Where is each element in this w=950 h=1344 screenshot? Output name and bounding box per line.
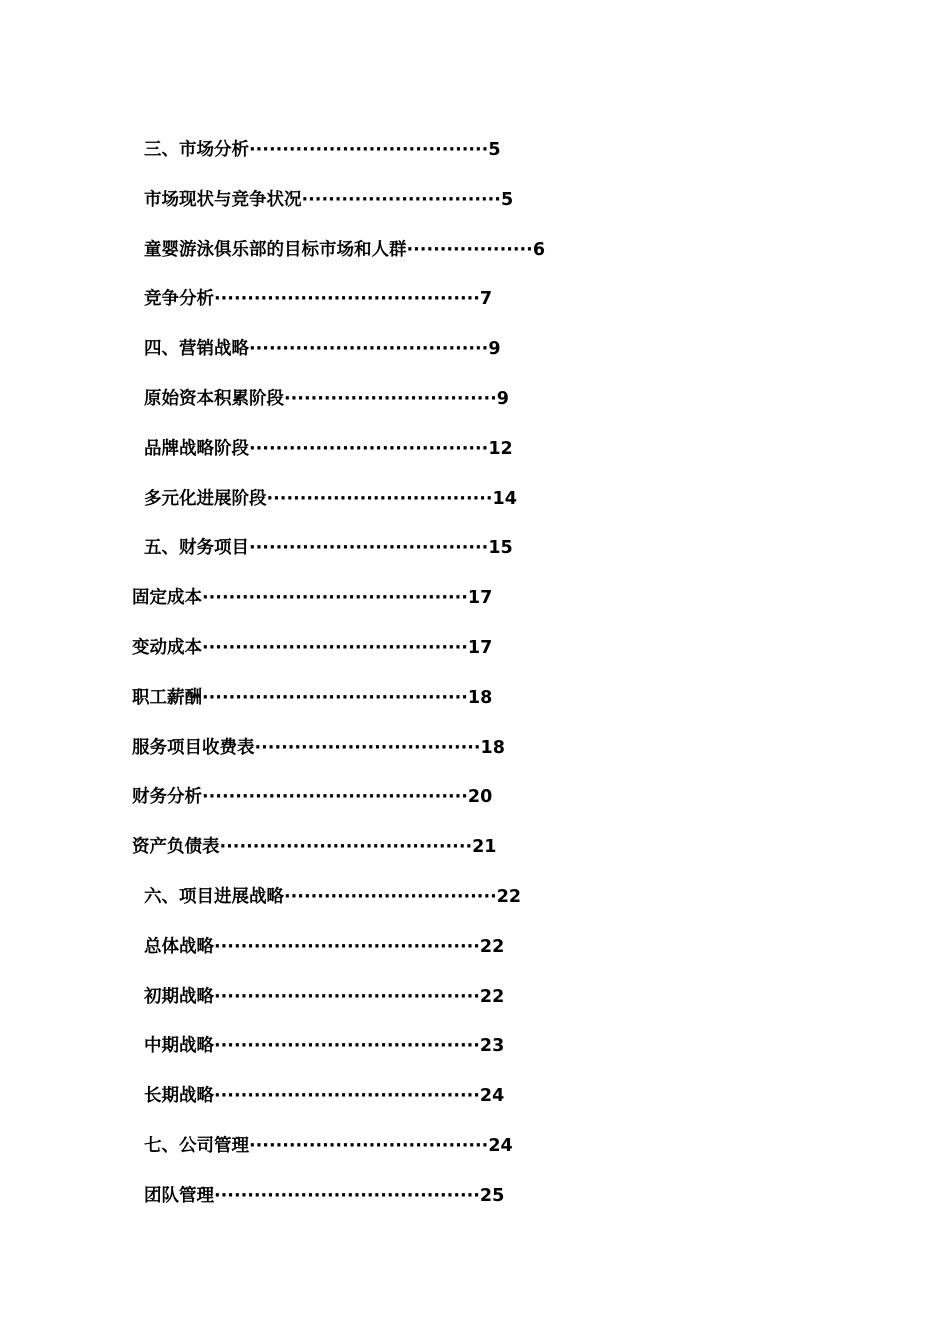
toc-entry-leader: ··················· [406, 239, 533, 260]
toc-entry[interactable] [144, 933, 504, 961]
toc-entry-leader: ···································· [249, 438, 489, 459]
toc-entry-title: 三、市场分析 [144, 140, 249, 160]
toc-entry[interactable] [144, 1132, 513, 1160]
toc-entry-leader: ········································ [214, 936, 480, 957]
toc-entry-page-number: 18 [467, 687, 493, 708]
toc-entry-title: 五、财务项目 [144, 538, 249, 559]
toc-entry-leader: ········································ [214, 1185, 480, 1206]
toc-entry-page-number: 24 [488, 1136, 513, 1156]
toc-entry-leader: ···································· [249, 1136, 489, 1156]
toc-entry-title: 童婴游泳俱乐部的目标市场和人群 [144, 239, 407, 260]
toc-entry-leader: ······································ [219, 837, 473, 858]
toc-entry-title: 市场现状与竞争状况 [144, 189, 302, 210]
toc-entry[interactable] [144, 883, 521, 911]
toc-entry[interactable] [144, 385, 509, 413]
toc-entry-leader: ···································· [249, 339, 489, 360]
toc-entry[interactable] [144, 236, 545, 264]
toc-entry-leader: ········································ [202, 638, 468, 658]
toc-entry-leader: ········································ [214, 1086, 480, 1107]
toc-entry-page-number: 18 [480, 737, 505, 758]
toc-entry-title: 六、项目进展战略 [144, 887, 284, 907]
toc-entry[interactable] [144, 1082, 504, 1110]
toc-entry-title: 团队管理 [144, 1185, 214, 1206]
toc-entry-page-number: 14 [492, 488, 517, 509]
toc-entry-title: 初期战略 [144, 986, 214, 1007]
toc-entry-leader: ······························ [301, 189, 501, 210]
toc-entry-title: 资产负债表 [132, 837, 220, 858]
toc-entry-title: 财务分析 [132, 787, 202, 808]
toc-entry[interactable] [132, 684, 492, 712]
toc-entry-leader: ································ [284, 887, 497, 907]
toc-entry[interactable] [132, 584, 492, 612]
toc-entry[interactable] [144, 136, 501, 164]
toc-entry[interactable] [144, 186, 513, 214]
toc-entry-leader: ·································· [254, 737, 481, 758]
toc-entry-page-number: 9 [496, 389, 509, 409]
toc-entry-title: 职工薪酬 [132, 687, 202, 708]
toc-entry[interactable] [144, 534, 513, 562]
toc-entry-title: 服务项目收费表 [132, 737, 255, 758]
toc-entry-title: 原始资本积累阶段 [144, 389, 284, 409]
toc-entry-page-number: 23 [479, 1036, 505, 1057]
toc-entry-leader: ········································ [202, 588, 468, 609]
toc-entry[interactable] [144, 335, 501, 363]
toc-entry-page-number: 22 [479, 986, 505, 1007]
toc-entry-page-number: 5 [488, 140, 501, 160]
toc-entry[interactable] [144, 285, 492, 313]
toc-entry-leader: ········································ [214, 1036, 480, 1057]
toc-entry-page-number: 20 [467, 787, 493, 808]
toc-entry[interactable] [132, 833, 496, 861]
toc-entry-title: 四、营销战略 [144, 339, 249, 360]
toc-entry-title: 多元化进展阶段 [144, 488, 267, 509]
toc-entry-leader: ········································ [214, 289, 480, 310]
toc-entry-page-number: 15 [488, 538, 513, 559]
toc-entry-page-number: 21 [472, 837, 497, 858]
toc-entry[interactable] [144, 1182, 504, 1210]
toc-entry-leader: ···································· [249, 140, 489, 160]
toc-entry-title: 竞争分析 [144, 289, 214, 310]
toc-entry-title: 七、公司管理 [144, 1136, 249, 1156]
toc-entry-page-number: 24 [479, 1086, 505, 1107]
toc-entry-page-number: 22 [496, 887, 522, 907]
toc-entry[interactable] [132, 734, 505, 762]
toc-entry-page-number: 17 [467, 588, 493, 609]
toc-entry-leader: ·································· [266, 488, 493, 509]
toc-entry-title: 长期战略 [144, 1086, 214, 1107]
toc-entry-leader: ································ [284, 389, 497, 409]
toc-entry-page-number: 17 [467, 638, 493, 658]
toc-entry[interactable] [144, 1032, 504, 1060]
toc-entry-title: 总体战略 [144, 936, 214, 957]
toc-entry-page-number: 6 [532, 239, 545, 260]
toc-entry-page-number: 25 [479, 1185, 505, 1206]
toc-entry[interactable] [144, 983, 504, 1011]
toc-entry-title: 变动成本 [132, 638, 202, 658]
toc-entry-leader: ········································ [214, 986, 480, 1007]
toc-entry-title: 品牌战略阶段 [144, 438, 249, 459]
toc-entry[interactable] [132, 783, 492, 811]
toc-entry-title: 中期战略 [144, 1036, 214, 1057]
toc-entry-leader: ···································· [249, 538, 489, 559]
toc-entry-page-number: 5 [500, 189, 514, 210]
toc-entry-leader: ········································ [202, 787, 468, 808]
toc-entry-title: 固定成本 [132, 588, 202, 609]
toc-entry-page-number: 22 [479, 936, 505, 957]
toc-entry[interactable] [144, 485, 517, 513]
toc-entry[interactable] [132, 634, 492, 662]
toc-entry-leader: ········································ [202, 687, 468, 708]
toc-entry-page-number: 12 [488, 438, 513, 459]
toc-entry-page-number: 7 [479, 289, 493, 310]
toc-entry[interactable] [144, 435, 513, 463]
toc-entry-page-number: 9 [488, 339, 501, 360]
